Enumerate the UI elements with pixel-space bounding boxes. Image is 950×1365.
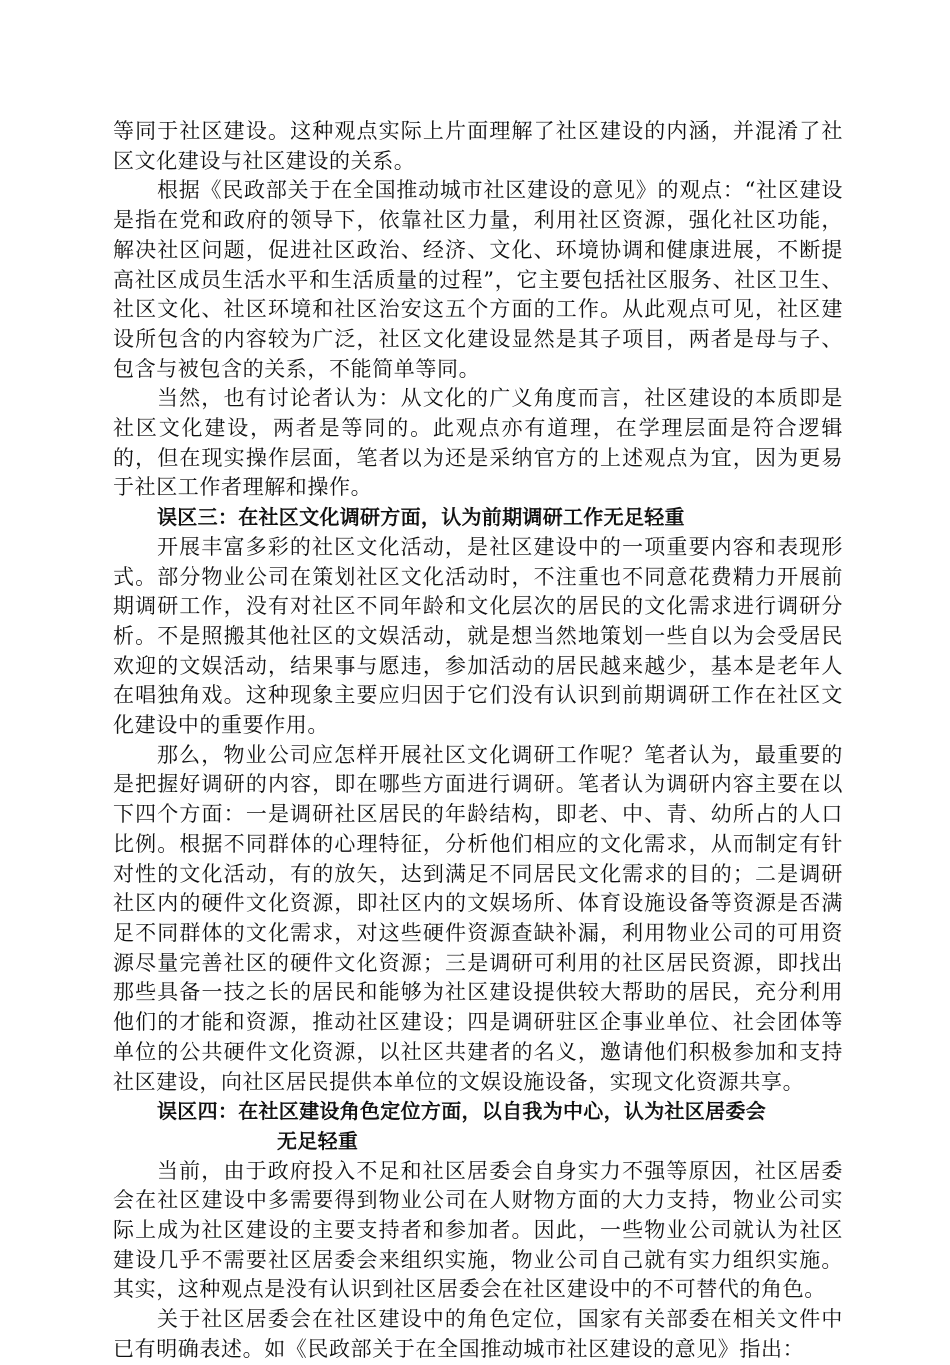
paragraph-research-content: 那么，物业公司应怎样开展社区文化调研工作呢？笔者认为，最重要的是把握好调研的内容，即在哪些方面进行调研。笔者认为调研内容主要在以下四个方面：一是调研社区居民的年龄结构，即老、中、青、幼所占的人口比例。根据不同群体的心理特征，分析他们相应的文化需求，从而制定有针对性的文化活动，有的放矢，达到满足不同居民文化需求的目的；二是调研社区内的硬件文化资源，即社区内的文娱场所、体育设施设备等资源是否满足不同群体的文化需求，对这些硬件资源查缺补漏，利用物业公司的可用资源尽量完善社区的硬件文化资源；三是调研可利用的社区居民资源，即找出那些具备一技之长的居民和能够为社区建设提供较大帮助的居民，充分利用他们的才能和资源，推动社区建设；四是调研驻区企事业单位、社会团体等单位的公共硬件文化资源，以社区共建者的名义，邀请他们积极参加和支持社区建设，向社区居民提供本单位的文娱设施设备，实现文化资源共享。 <box>113 742 843 1094</box>
paragraph-definition: 根据《民政部关于在全国推动城市社区建设的意见》的观点：“社区建设是指在党和政府的领导下，依靠社区力量，利用社区资源，强化社区功能，解决社区问题，促进社区政治、经济、文化、环境协调和健康进展，不断提高社区成员生活水平和生活质量的过程”，它主要包括社区服务、社区卫生、社区文化、社区环境和社区治安这五个方面的工作。从此观点可见，社区建设所包含的内容较为广泛，社区文化建设显然是其子项目，两者是母与子、包含与被包含的关系，不能简单等同。 <box>113 178 843 381</box>
section-heading-4 <box>113 1097 843 1156</box>
section-heading-4-line1: 误区四：在社区建设角色定位方面，以自我为中心，认为社区居委会 <box>157 1099 766 1124</box>
section-heading-3: 误区三：在社区文化调研方面，认为前期调研工作无足轻重 <box>157 505 685 530</box>
paragraph-current-situation: 当前，由于政府投入不足和社区居委会自身实力不强等原因，社区居委会在社区建设中多需要得到物业公司在人财物方面的大力支持，物业公司实际上成为社区建设的主要支持者和参加者。因此，一些物业公司就认为社区建设几乎不需要社区居委会来组织实施，物业公司自己就有实力组织实施。其实，这种观点是没有认识到社区居委会在社区建设中的不可替代的角色。 <box>113 1158 843 1302</box>
document-page <box>113 117 843 1365</box>
paragraph-alternative-view: 当然，也有讨论者认为：从文化的广义角度而言，社区建设的本质即是社区文化建设，两者是等同的。此观点亦有道理，在学理层面是符合逻辑的，但在现实操作层面，笔者以为还是采纳官方的上述观点为宜，因为更易于社区工作者理解和操作。 <box>113 386 843 500</box>
paragraph-role-definition: 关于社区居委会在社区建设中的角色定位，国家有关部委在相关文件中已有明确表述。如《民政部关于在全国推动城市社区建设的意见》指出： <box>113 1307 843 1361</box>
section-heading-4-line2: 无足轻重 <box>277 1128 359 1153</box>
paragraph-research: 开展丰富多彩的社区文化活动，是社区建设中的一项重要内容和表现形式。部分物业公司在策划社区文化活动时，不注重也不同意花费精力开展前期调研工作，没有对社区不同年龄和文化层次的居民的文化需求进行调研分析。不是照搬其他社区的文娱活动，就是想当然地策划一些自以为会受居民欢迎的文娱活动，结果事与愿违，参加活动的居民越来越少，基本是老年人在唱独角戏。这种现象主要应归因于它们没有认识到前期调研工作在社区文化建设中的重要作用。 <box>113 534 843 738</box>
paragraph-continuation: 等同于社区建设。这种观点实际上片面理解了社区建设的内涵，并混淆了社区文化建设与社区建设的关系。 <box>113 119 843 173</box>
